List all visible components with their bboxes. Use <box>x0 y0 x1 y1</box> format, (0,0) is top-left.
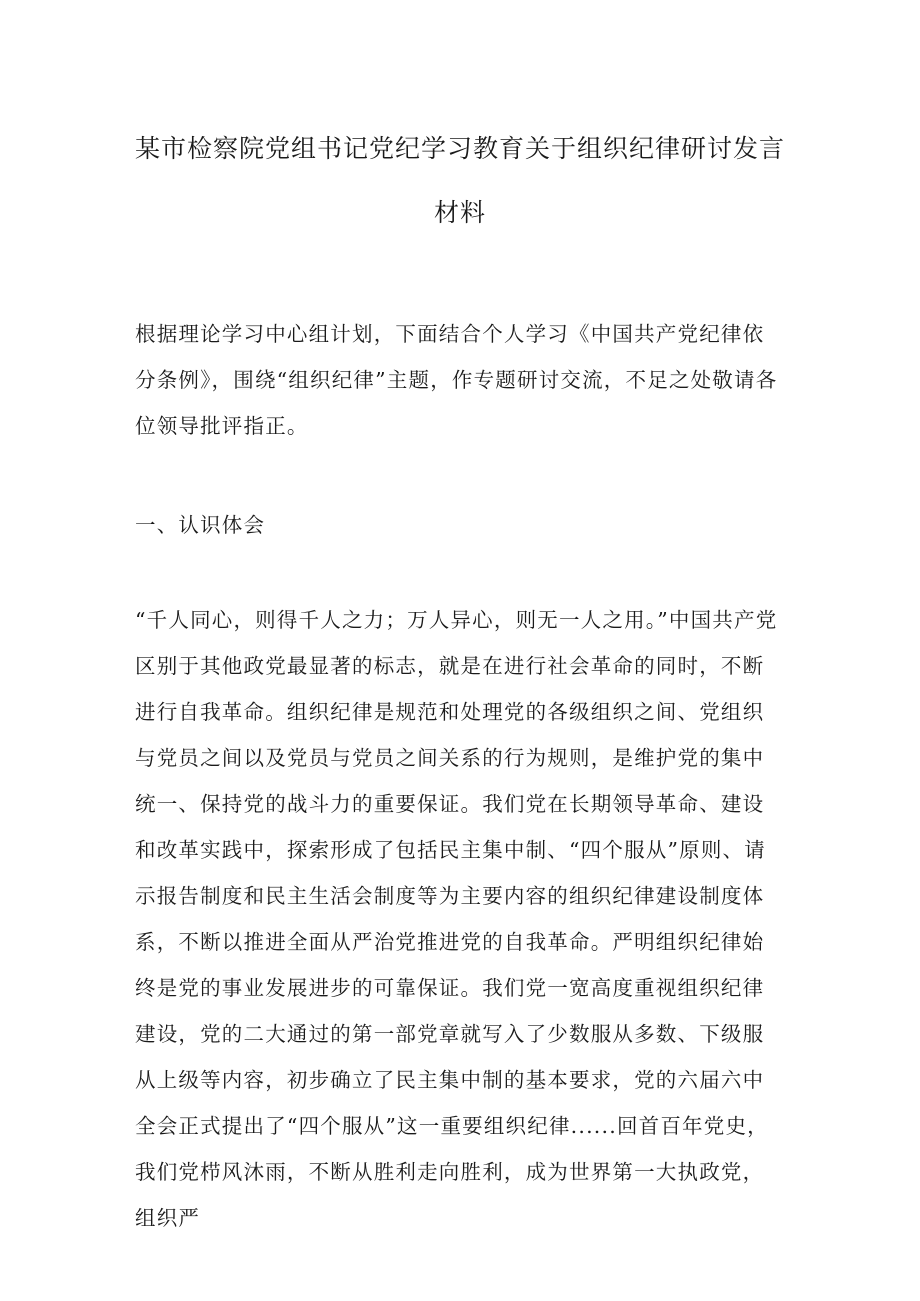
section-heading: 一、认识体会 <box>135 513 266 537</box>
document-title-line-1: 某市检察院党组书记党纪学习教育关于组织纪律研讨发言 <box>134 134 785 163</box>
document-title-line-2: 材料 <box>433 198 486 227</box>
intro-paragraph: 根据理论学习中心组计划，下面结合个人学习《中国共产党纪律依分条例》，围绕“组织纪律”主题，作专题研讨交流，不足之处敬请各位领导批评指正。 <box>135 322 778 438</box>
body-paragraph: “千人同心，则得千人之力；万人异心，则无一人之用。”中国共产党区别于其他政党最显著的标志，就是在进行社会革命的同时，不断进行自我革命。组织纪律是规范和处理党的各级组织之间、党组织与党员之间以及党员与党员之间关系的行为规则，是维护党的集中统一、保持党的战斗力的重要保证。我们党在长期领导革命、建设和改革实践中，探索形成了包括民主集中制、“四个服从”原则、请示报告制度和民主生活会制度等为主要内容的组织纪律建设制度体系，不断以推进全面从严治党推进党的自我革命。严明组织纪律始终是党的事业发展进步的可靠保证。我们党一宽高度重视组织纪律建设，党的二大通过的第一部党章就写入了少数服从多数、下级服从上级等内容，初步确立了民主集中制的基本要求，党的六届六中全会正式提出了“四个服从”这一重要组织纪律......回首百年党史，我们党栉风沐雨，不断从胜利走向胜利，成为世界第一大执政党，组织严 <box>135 608 778 1230</box>
